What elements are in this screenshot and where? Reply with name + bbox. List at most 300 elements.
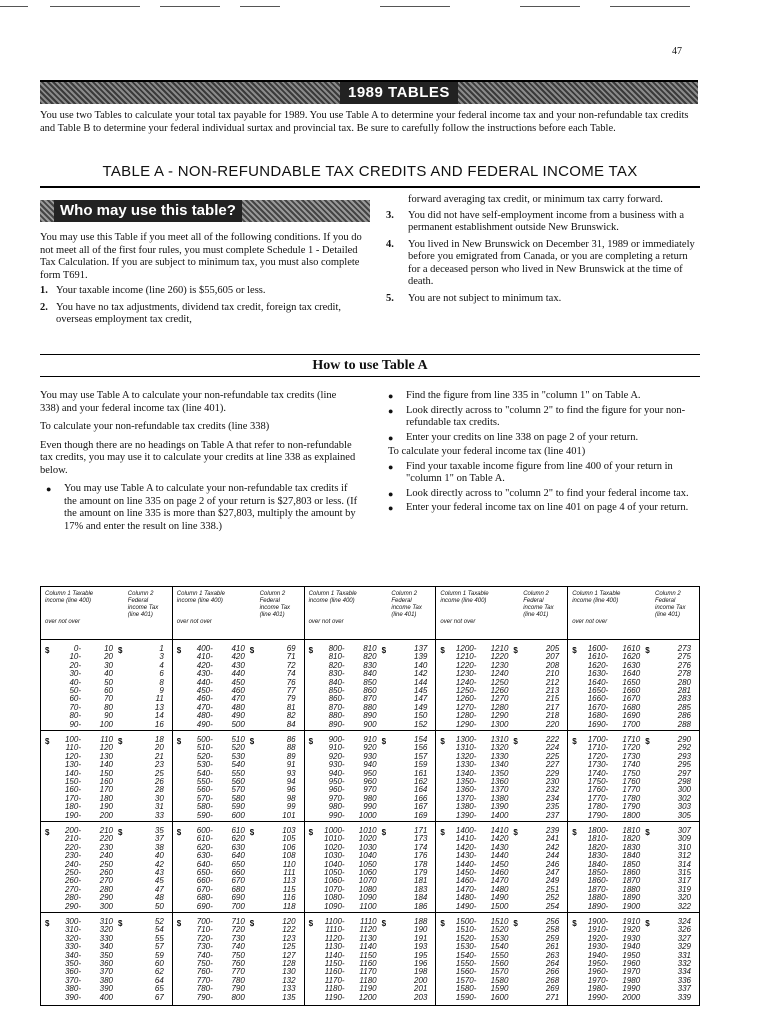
income-over: 750- [196, 959, 213, 968]
dollar-sign: $ [572, 919, 577, 928]
dollar-sign: $ [308, 646, 314, 655]
federal-tax: 268 [545, 975, 560, 985]
income-over: 280- [64, 893, 81, 903]
income-not-over: 1820 [622, 834, 641, 844]
federal-tax: 147 [414, 694, 428, 704]
table-row-group [436, 913, 567, 1003]
federal-tax: 150 [414, 711, 428, 721]
table-row-group [568, 913, 699, 1003]
federal-tax: 297 [677, 768, 691, 778]
federal-tax: 208 [545, 660, 560, 670]
federal-tax: 30 [154, 793, 164, 803]
income-over: 1810- [587, 834, 609, 844]
income-over: 970- [328, 793, 345, 803]
federal-tax: 230 [545, 777, 560, 786]
federal-tax: 122 [282, 925, 296, 935]
income-not-over: 30 [104, 660, 113, 670]
federal-tax: 174 [414, 842, 428, 852]
income-not-over: 1550 [490, 950, 509, 960]
tables-banner [40, 80, 698, 104]
income-not-over: 40 [104, 669, 113, 679]
income-not-over: 1930 [622, 933, 641, 943]
federal-tax: 281 [677, 686, 691, 695]
income-not-over: 800 [231, 992, 245, 1002]
federal-tax: 188 [414, 917, 428, 926]
income-over: 1940- [587, 950, 609, 960]
dollar-sign: $ [440, 919, 445, 928]
income-not-over: 1430 [490, 842, 509, 852]
income-not-over: 810 [363, 644, 377, 653]
column-1-header: Column 1 Taxable income (line 400) [572, 591, 621, 604]
income-over: 990- [328, 810, 345, 820]
column-2-header: Column 2 Federal income Tax (line 401) [391, 591, 422, 618]
federal-tax: 310 [677, 842, 691, 852]
table-row-group [436, 640, 567, 731]
income-over: 730- [196, 942, 213, 952]
income-not-over: 880 [363, 702, 377, 712]
income-not-over: 60 [104, 686, 113, 695]
federal-tax: 59 [154, 950, 164, 960]
income-not-over: 1220 [490, 652, 509, 662]
income-over: 1930- [587, 942, 609, 952]
federal-tax: 225 [545, 751, 560, 761]
income-not-over: 690 [231, 893, 245, 903]
table-row-group [568, 822, 699, 913]
income-not-over: 1090 [358, 893, 377, 903]
who-title: Who may use this table? [54, 200, 242, 222]
federal-tax: 259 [545, 933, 560, 943]
dollar-sign: $ [118, 737, 123, 746]
federal-tax: 105 [282, 834, 296, 844]
income-not-over: 350 [99, 950, 113, 960]
federal-tax: 269 [545, 984, 560, 994]
table-row-group [173, 822, 304, 913]
income-over: 1970- [587, 975, 609, 985]
income-over: 670- [196, 884, 213, 894]
income-over: 1490- [455, 901, 477, 911]
table-row-group [305, 822, 436, 913]
income-over: 950- [328, 777, 345, 786]
federal-tax: 144 [414, 677, 428, 687]
dollar-sign: $ [381, 737, 387, 746]
table-row-group [568, 640, 699, 731]
income-not-over: 1670 [622, 694, 641, 704]
top-scan-line [160, 6, 220, 7]
income-not-over: 980 [363, 793, 377, 803]
federal-tax: 224 [545, 743, 560, 753]
dollar-sign: $ [645, 828, 650, 837]
income-over: 1780- [587, 802, 609, 812]
federal-tax: 327 [677, 933, 691, 943]
income-over: 300- [64, 917, 81, 926]
income-not-over: 1730 [622, 751, 641, 761]
federal-tax: 26 [154, 777, 164, 786]
income-over: 660- [196, 876, 213, 886]
federal-tax: 178 [414, 859, 428, 869]
income-over: 1310- [455, 743, 477, 753]
income-over: 120- [64, 751, 81, 761]
income-over: 1270- [455, 702, 477, 712]
federal-tax: 184 [414, 893, 428, 903]
income-not-over: 750 [231, 950, 245, 960]
table-row-group [173, 913, 304, 1003]
federal-tax: 6 [159, 669, 164, 679]
federal-tax: 125 [282, 942, 296, 952]
condition-item [386, 210, 700, 235]
income-over: 1920- [587, 933, 609, 943]
federal-tax: 91 [286, 760, 296, 770]
federal-tax: 198 [414, 967, 428, 977]
income-over: 260- [64, 876, 81, 886]
condition-text: You are not subject to minimum tax. [408, 292, 562, 304]
federal-tax: 116 [282, 893, 296, 903]
column-2-header: Column 2 Federal income Tax (line 401) [523, 591, 554, 618]
income-over: 270- [64, 884, 81, 894]
federal-tax: 302 [677, 793, 691, 803]
federal-tax: 55 [154, 933, 164, 943]
federal-tax: 292 [677, 743, 691, 753]
federal-tax: 234 [545, 793, 560, 803]
page-number: 47 [672, 46, 682, 57]
federal-tax: 336 [677, 975, 691, 985]
federal-tax: 210 [545, 669, 560, 679]
income-not-over: 1890 [622, 893, 641, 903]
banner-title: 1989 TABLES [340, 82, 458, 104]
federal-tax: 167 [414, 802, 428, 812]
federal-tax: 203 [414, 992, 428, 1002]
income-over: 1880- [587, 893, 609, 903]
tax-table [40, 586, 700, 1006]
dollar-sign: $ [308, 828, 314, 837]
income-not-over: 670 [231, 876, 245, 886]
income-not-over: 1060 [358, 868, 377, 877]
income-not-over: 1710 [622, 735, 641, 744]
who-left-column [40, 232, 370, 331]
income-over: 1860- [587, 876, 609, 886]
income-over: 290- [64, 901, 81, 911]
condition-number: 3. [386, 209, 394, 221]
income-not-over: 1560 [490, 959, 509, 968]
income-not-over: 920 [363, 743, 377, 753]
income-not-over: 210 [99, 826, 113, 835]
income-not-over: 250 [99, 859, 113, 869]
income-over: 1190- [324, 992, 345, 1002]
federal-tax: 103 [282, 826, 296, 835]
income-over: 1790- [587, 810, 609, 820]
income-over: 1820- [587, 842, 609, 852]
federal-tax: 212 [545, 677, 560, 687]
dollar-sign: $ [572, 646, 577, 655]
income-over: 900- [328, 735, 345, 744]
income-not-over: 860 [363, 686, 377, 695]
income-not-over: 410 [231, 644, 245, 653]
income-not-over: 1380 [490, 793, 509, 803]
income-over: 1600- [587, 644, 609, 653]
who-banner [40, 200, 370, 222]
federal-tax: 322 [677, 901, 691, 911]
income-over: 1610- [587, 652, 609, 662]
federal-tax: 1 [159, 644, 164, 653]
income-not-over: 790 [231, 984, 245, 994]
federal-tax: 235 [545, 802, 560, 812]
federal-tax: 28 [154, 785, 164, 795]
federal-tax: 38 [154, 842, 164, 852]
income-not-over: 1610 [622, 644, 641, 653]
over-not-over-label: over not over [572, 619, 608, 625]
federal-tax: 71 [286, 652, 296, 662]
income-over: 1120- [324, 933, 345, 943]
income-over: 1690- [587, 719, 609, 729]
income-over: 1260- [455, 694, 477, 704]
federal-tax: 300 [677, 785, 691, 795]
income-over: 1010- [324, 834, 345, 844]
federal-tax: 271 [545, 992, 560, 1002]
income-over: 210- [64, 834, 81, 844]
table-row [568, 994, 699, 1003]
income-over: 650- [196, 868, 213, 877]
federal-tax: 13 [154, 702, 164, 712]
income-over: 1990- [587, 992, 609, 1002]
federal-tax: 201 [414, 984, 428, 994]
income-not-over: 1230 [490, 660, 509, 670]
top-scan-line [240, 6, 280, 7]
income-not-over: 700 [231, 901, 245, 911]
income-over: 420- [196, 660, 213, 670]
dollar-sign: $ [45, 737, 50, 746]
federal-tax: 139 [414, 652, 428, 662]
income-not-over: 560 [231, 777, 245, 786]
income-over: 520- [196, 751, 213, 761]
over-not-over-label: over not over [308, 619, 344, 625]
federal-tax: 261 [545, 942, 560, 952]
income-over: 940- [328, 768, 345, 778]
federal-tax: 190 [414, 925, 428, 935]
income-over: 70- [69, 702, 81, 712]
income-not-over: 270 [99, 876, 113, 886]
income-not-over: 180 [99, 793, 113, 803]
income-over: 1590- [455, 992, 477, 1002]
income-not-over: 830 [363, 660, 377, 670]
income-over: 1000- [324, 826, 345, 835]
dollar-sign: $ [118, 828, 123, 837]
federal-tax: 166 [414, 793, 428, 803]
income-over: 170- [64, 793, 81, 803]
income-not-over: 1070 [358, 876, 377, 886]
income-not-over: 1100 [359, 901, 377, 911]
income-not-over: 650 [231, 859, 245, 869]
section-rule [40, 354, 700, 355]
income-not-over: 1050 [358, 859, 377, 869]
income-not-over: 1750 [622, 768, 641, 778]
federal-tax: 21 [154, 751, 164, 761]
table-row [436, 721, 567, 730]
income-over: 880- [328, 711, 345, 721]
table-block [568, 587, 699, 1005]
income-over: 1200- [455, 644, 477, 653]
income-not-over: 1160 [359, 959, 377, 968]
income-over: 1950- [587, 959, 609, 968]
income-not-over: 1240 [490, 669, 509, 679]
income-over: 320- [64, 933, 81, 943]
income-not-over: 80 [104, 702, 113, 712]
federal-tax: 72 [286, 660, 296, 670]
column-1-header: Column 1 Taxable income (line 400) [308, 591, 357, 604]
income-over: 1870- [587, 884, 609, 894]
income-over: 1800- [587, 826, 609, 835]
income-not-over: 1340 [490, 760, 509, 770]
income-over: 680- [196, 893, 213, 903]
federal-tax: 247 [545, 868, 560, 877]
federal-tax: 320 [677, 893, 691, 903]
income-over: 790- [196, 992, 213, 1002]
income-not-over: 1290 [490, 711, 509, 721]
federal-tax: 31 [154, 802, 164, 812]
income-not-over: 820 [363, 652, 377, 662]
federal-tax: 290 [677, 735, 691, 744]
federal-tax: 159 [414, 760, 428, 770]
income-not-over: 890 [363, 711, 377, 721]
bullet-item [388, 390, 700, 403]
income-over: 1130- [324, 942, 345, 952]
income-not-over: 480 [231, 702, 245, 712]
table-header [41, 587, 172, 640]
table-row [436, 994, 567, 1003]
income-not-over: 1350 [490, 768, 509, 778]
condition-text: You did not have self-employment income from a business with a permanent establishment outside New Brunswick. [408, 209, 684, 233]
federal-tax: 183 [414, 884, 428, 894]
federal-tax: 50 [154, 901, 164, 911]
income-not-over: 1110 [359, 917, 377, 926]
income-not-over: 590 [231, 802, 245, 812]
income-not-over: 1500 [490, 901, 509, 911]
federal-tax: 242 [545, 842, 560, 852]
federal-tax: 278 [677, 669, 691, 679]
income-over: 1390- [455, 810, 477, 820]
income-not-over: 520 [231, 743, 245, 753]
income-over: 0- [73, 644, 81, 653]
income-not-over: 220 [99, 834, 113, 844]
income-over: 1080- [324, 893, 345, 903]
income-not-over: 1180 [359, 975, 377, 985]
income-not-over: 1010 [358, 826, 377, 835]
income-over: 1460- [455, 876, 477, 886]
bullet-item [40, 483, 358, 533]
howto-left-column [40, 390, 358, 535]
income-not-over: 850 [363, 677, 377, 687]
dollar-sign: $ [308, 737, 314, 746]
federal-tax: 9 [159, 686, 164, 695]
income-over: 240- [64, 859, 81, 869]
income-over: 410- [196, 652, 213, 662]
federal-tax: 96 [286, 785, 296, 795]
income-over: 20- [69, 660, 81, 670]
federal-tax: 295 [677, 760, 691, 770]
federal-tax: 241 [545, 834, 560, 844]
income-over: 10- [69, 652, 81, 662]
bullet-item [388, 461, 700, 486]
income-over: 1830- [587, 851, 609, 861]
federal-tax: 273 [677, 644, 691, 653]
federal-tax: 48 [154, 893, 164, 903]
income-not-over: 620 [231, 834, 245, 844]
income-over: 600- [196, 826, 213, 835]
dollar-sign: $ [249, 828, 255, 837]
federal-tax: 62 [154, 967, 164, 977]
dollar-sign: $ [381, 646, 387, 655]
income-over: 150- [64, 777, 81, 786]
income-not-over: 1740 [622, 760, 641, 770]
federal-tax: 319 [677, 884, 691, 894]
table-row-group [41, 640, 172, 731]
income-not-over: 1600 [490, 992, 509, 1002]
federal-tax: 42 [154, 859, 164, 869]
federal-tax: 106 [282, 842, 296, 852]
dollar-sign: $ [440, 828, 445, 837]
income-not-over: 840 [363, 669, 377, 679]
dollar-sign: $ [249, 737, 255, 746]
federal-tax: 215 [545, 694, 560, 704]
income-over: 710- [196, 925, 213, 935]
federal-tax: 193 [414, 942, 428, 952]
income-over: 1760- [587, 785, 609, 795]
income-over: 1030- [324, 851, 345, 861]
income-over: 700- [196, 917, 213, 926]
income-not-over: 680 [231, 884, 245, 894]
income-over: 1510- [455, 925, 477, 935]
income-over: 1050- [324, 868, 345, 877]
federal-tax: 171 [414, 826, 428, 835]
income-over: 760- [196, 967, 213, 977]
income-not-over: 540 [231, 760, 245, 770]
income-not-over: 90 [104, 711, 113, 721]
table-row [173, 903, 304, 912]
income-not-over: 1020 [358, 834, 377, 844]
dollar-sign: $ [381, 828, 387, 837]
income-over: 490- [196, 719, 213, 729]
income-over: 960- [328, 785, 345, 795]
income-over: 1040- [324, 859, 345, 869]
income-over: 440- [196, 677, 213, 687]
income-not-over: 760 [231, 959, 245, 968]
table-row [568, 812, 699, 821]
income-over: 400- [196, 644, 213, 653]
federal-tax: 127 [282, 950, 296, 960]
income-not-over: 1330 [490, 751, 509, 761]
column-2-header: Column 2 Federal income Tax (line 401) [259, 591, 291, 618]
income-over: 1520- [455, 933, 477, 943]
income-not-over: 290 [99, 893, 113, 903]
income-over: 190- [64, 810, 81, 820]
income-not-over: 1040 [358, 851, 377, 861]
federal-tax: 157 [414, 751, 428, 761]
income-not-over: 140 [99, 760, 113, 770]
income-over: 160- [64, 785, 81, 795]
federal-tax: 332 [677, 959, 691, 968]
dollar-sign: $ [176, 828, 182, 837]
income-not-over: 580 [231, 793, 245, 803]
table-row [173, 721, 304, 730]
income-over: 590- [196, 810, 213, 820]
income-over: 80- [69, 711, 81, 721]
income-over: 1560- [455, 967, 477, 977]
condition-number: 2. [40, 301, 48, 313]
income-not-over: 1420 [490, 834, 509, 844]
howto-right-column [388, 390, 700, 517]
federal-tax: 47 [154, 884, 164, 894]
federal-tax: 179 [414, 868, 428, 877]
condition-item [386, 293, 700, 306]
table-block [173, 587, 305, 1005]
